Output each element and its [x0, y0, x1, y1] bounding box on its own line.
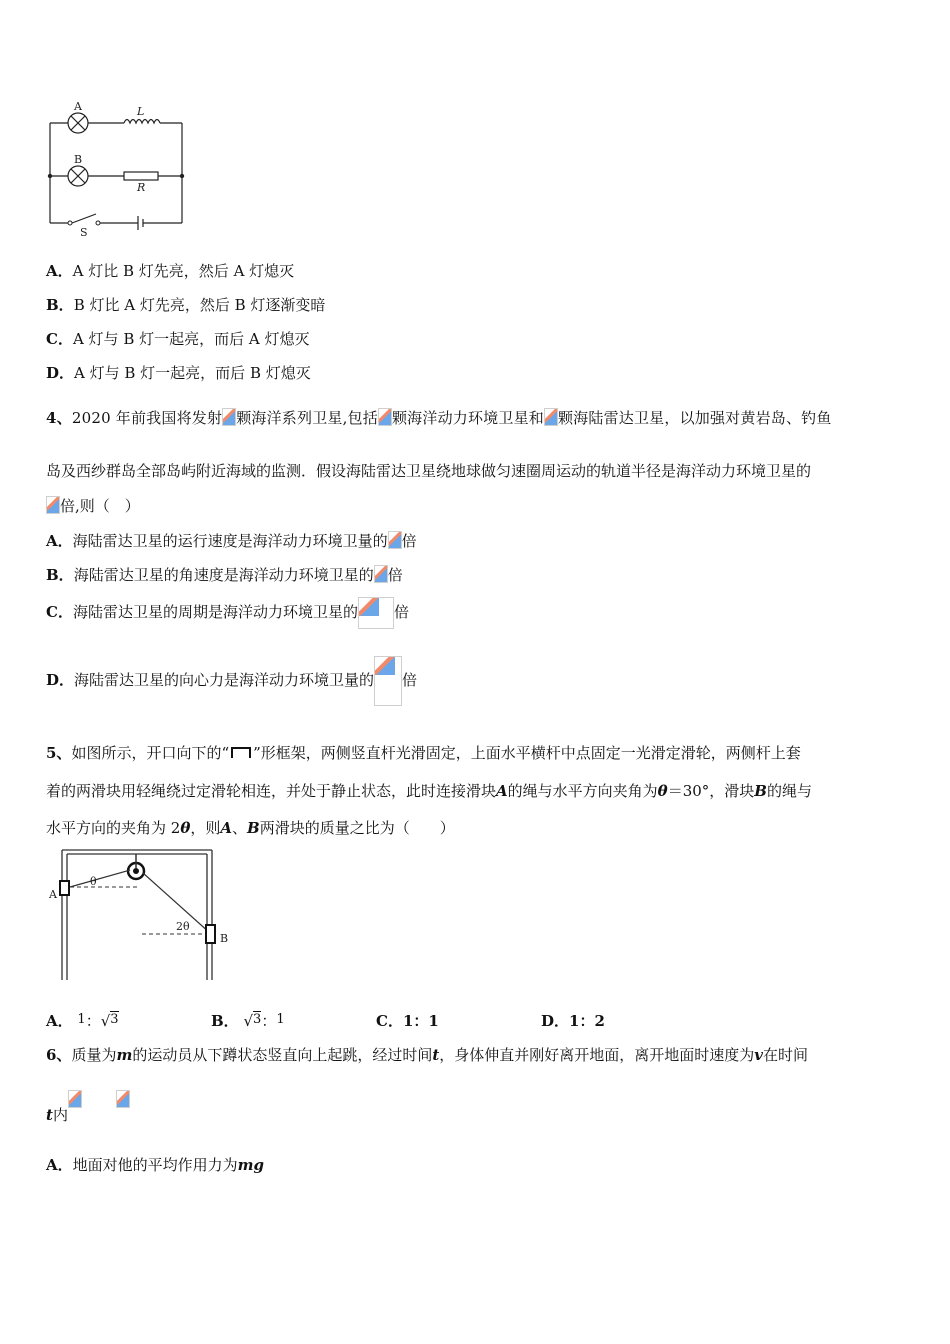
q4-line-2: 岛及西纱群岛全部岛屿附近海域的监测．假设海陆雷达卫星绕地球做匀速圈周运动的轨道半径是海洋动力环境卫星的 [46, 462, 812, 480]
image-placeholder-icon [46, 496, 60, 514]
q6-line-1: 6、质量为m的运动员从下蹲状态竖直向上起跳，经过时间t，身体伸直并刚好离开地面，离开地面时速度为v在时间 [46, 1046, 809, 1064]
image-placeholder-icon [68, 1090, 82, 1108]
label-angle-theta: θ [90, 875, 97, 888]
q4-option-a: A．海陆雷达卫星的运行速度是海洋动力环境卫量的 倍 [46, 532, 417, 550]
label-angle-2theta: 2θ [176, 920, 190, 933]
label-lamp-a: A [74, 100, 82, 113]
image-placeholder-icon [116, 1090, 130, 1108]
q3-option-d: D．A 灯与 B 灯一起亮，而后 B 灯熄灭 [46, 364, 311, 382]
q3-option-b: B．B 灯比 A 灯先亮，然后 B 灯逐渐变暗 [46, 296, 326, 314]
label-resistor: R [137, 181, 146, 194]
q4-line-3: 倍,则（ ） [46, 495, 140, 516]
label-block-b: B [220, 932, 229, 945]
q5-option-a: A． 1：√3 [46, 1012, 119, 1030]
image-placeholder-icon [388, 531, 402, 549]
frame-shape-icon [231, 747, 251, 758]
label-block-a: A [49, 888, 57, 901]
pulley-frame-diagram [44, 848, 244, 983]
image-placeholder-icon [358, 597, 394, 629]
q5-option-b: B． √3：1 [211, 1012, 285, 1030]
q5-line-3: 水平方向的夹角为 2θ，则A、B两滑块的质量之比为（ ） [46, 819, 455, 837]
q3-option-a: A．A 灯比 B 灯先亮，然后 A 灯熄灭 [46, 262, 295, 280]
image-placeholder-icon [374, 565, 388, 583]
q5-option-d: D．1：2 [541, 1012, 605, 1030]
label-switch: S [80, 226, 88, 239]
q4-option-b: B．海陆雷达卫星的角速度是海洋动力环境卫星的 倍 [46, 566, 403, 584]
label-lamp-b: B [74, 153, 83, 166]
image-placeholder-icon [544, 408, 558, 426]
q5-line-2: 着的两滑块用轻绳绕过定滑轮相连，并处于静止状态，此时连接滑块A的绳与水平方向夹角为θ＝30°，滑块B的绳与 [46, 782, 812, 800]
image-placeholder-icon [374, 656, 402, 706]
q3-option-c: C．A 灯与 B 灯一起亮，而后 A 灯熄灭 [46, 330, 310, 348]
q6-option-a: A．地面对他的平均作用力为mg [46, 1156, 265, 1174]
q6-line-2: t内 [46, 1090, 130, 1135]
image-placeholder-icon [378, 408, 392, 426]
image-placeholder-icon [222, 408, 236, 426]
q4-option-d: D．海陆雷达卫星的向心力是海洋动力环境卫量的 倍 [46, 655, 417, 706]
q5-line-1: 5、如图所示，开口向下的“ ”形框架，两侧竖直杆光滑固定，上面水平横杆中点固定一光滑定滑轮，两侧杆上套 [46, 744, 801, 762]
q4-option-c: C．海陆雷达卫星的周期是海洋动力环境卫星的 倍 [46, 596, 409, 629]
circuit-diagram [40, 95, 200, 245]
q4-line-1: 4、2020 年前我国将发射 颗海洋系列卫星,包括 颗海洋动力环境卫星和 颗海陆雷达卫星，以加强对黄岩岛、钓鱼 [46, 409, 832, 427]
q5-option-c: C．1：1 [376, 1012, 439, 1030]
label-inductor: L [137, 105, 145, 118]
